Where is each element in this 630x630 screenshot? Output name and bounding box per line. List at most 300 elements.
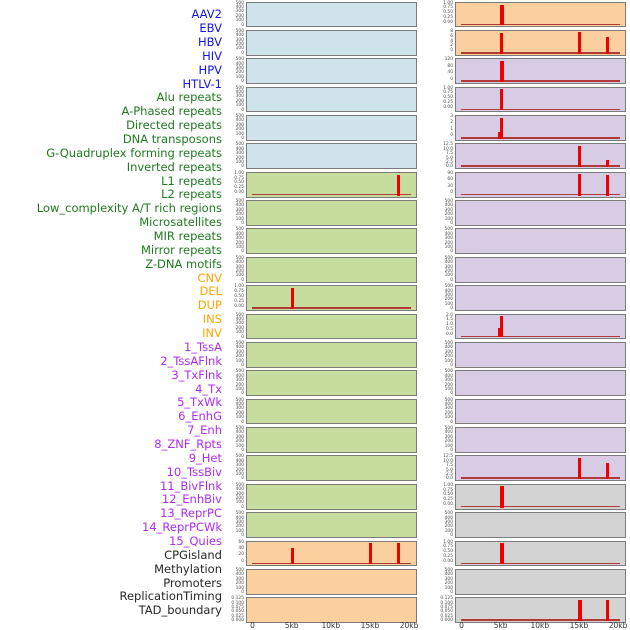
y-tick-label: 100 bbox=[235, 500, 244, 506]
y-tick-label: 500 bbox=[444, 397, 453, 403]
y-tick-label: 80 bbox=[447, 63, 453, 69]
track-panel-del bbox=[235, 567, 417, 595]
y-axis-ticks-14-reprpcwk bbox=[430, 426, 453, 454]
y-tick-label: 100 bbox=[444, 358, 453, 364]
y-tick-label: 40 bbox=[238, 545, 244, 551]
y-axis-ticks-del bbox=[221, 569, 244, 593]
y-tick-label: 0.000 bbox=[231, 618, 244, 624]
y-tick-label: 200 bbox=[444, 439, 453, 445]
y-tick-label: 400 bbox=[444, 515, 453, 521]
track-panel-2-tssaflnk bbox=[443, 85, 626, 113]
y-tick-label: 200 bbox=[235, 155, 244, 161]
y-tick-label: 500 bbox=[235, 397, 244, 403]
y-axis-ticks-inv bbox=[430, 30, 453, 54]
y-tick-label: 400 bbox=[444, 373, 453, 379]
y-tick-label: 1.00 bbox=[234, 284, 244, 290]
track-label-hbv: HBV bbox=[197, 35, 222, 50]
x-axis-label-right-20kb: 20kb bbox=[608, 620, 628, 630]
y-tick-label: 4 bbox=[450, 38, 453, 44]
y-axis-ticks-inverted-repeats bbox=[221, 314, 244, 338]
y-tick-label: 400 bbox=[444, 402, 453, 408]
track-panel-12-enhbiv bbox=[444, 369, 626, 397]
y-tick-label: 100 bbox=[235, 585, 244, 591]
y-tick-label: 500 bbox=[444, 567, 453, 573]
y-tick-label: 1.00 bbox=[443, 482, 453, 488]
track-label-cnv: CNV bbox=[197, 270, 222, 285]
y-tick-label: 3 bbox=[450, 113, 453, 119]
density-spike-5kb bbox=[291, 288, 294, 309]
y-tick-label: 7.5 bbox=[446, 463, 453, 469]
density-baseline bbox=[461, 80, 620, 82]
track-label-cpgisland: CPGisland bbox=[164, 547, 222, 562]
density-spike-15kb bbox=[578, 32, 581, 53]
y-tick-label: 400 bbox=[235, 33, 244, 39]
y-tick-label: 100 bbox=[444, 585, 453, 591]
track-panel-low-complexity-a-t-rich-regions bbox=[235, 397, 417, 425]
y-tick-label: 500 bbox=[235, 142, 244, 148]
y-tick-label: 100 bbox=[235, 159, 244, 165]
y-tick-label: 400 bbox=[235, 458, 244, 464]
y-axis-ticks-microsatellites bbox=[221, 426, 244, 454]
y-axis-ticks-aav2 bbox=[221, 2, 244, 26]
track-panel-ebv bbox=[235, 28, 417, 56]
y-tick-label: 1.00 bbox=[443, 85, 453, 91]
y-tick-label: 1.00 bbox=[234, 170, 244, 176]
y-tick-label: 100 bbox=[235, 443, 244, 449]
y-tick-label: 300 bbox=[235, 321, 244, 327]
y-tick-label: 200 bbox=[235, 410, 244, 416]
y-tick-label: 30 bbox=[447, 183, 453, 189]
y-tick-label: 0.00 bbox=[443, 558, 453, 564]
y-tick-label: 120 bbox=[444, 57, 453, 63]
y-tick-label: 500 bbox=[235, 0, 244, 6]
y-tick-label: 500 bbox=[235, 28, 244, 34]
track-label-low-complexity-a-t-rich-regions: Low_complexity A/T rich regions bbox=[36, 201, 222, 216]
y-tick-label: 100 bbox=[444, 528, 453, 534]
y-axis-ticks-6-enhg bbox=[430, 199, 453, 227]
y-tick-label: 400 bbox=[235, 203, 244, 209]
density-spike-5kb bbox=[500, 89, 503, 110]
y-tick-label: 300 bbox=[235, 94, 244, 100]
y-tick-label: 400 bbox=[235, 430, 244, 436]
x-axis-label-right-0: 0 bbox=[459, 620, 464, 630]
y-tick-label: 300 bbox=[235, 576, 244, 582]
y-axis-ticks-promoters bbox=[430, 541, 453, 565]
density-baseline bbox=[461, 52, 620, 54]
density-spike-5kb bbox=[500, 33, 503, 53]
y-tick-label: 0 bbox=[241, 504, 244, 510]
y-tick-label: 100 bbox=[235, 131, 244, 137]
y-tick-label: 0.75 bbox=[443, 544, 453, 550]
y-axis-ticks-1-tssa bbox=[430, 58, 453, 82]
track-label-l2-repeats: L2 repeats bbox=[161, 187, 222, 202]
y-tick-label: 0.075 bbox=[440, 605, 453, 611]
y-tick-label: 0.0 bbox=[446, 476, 453, 482]
y-tick-label: 200 bbox=[235, 98, 244, 104]
track-label-9-het: 9_Het bbox=[188, 450, 222, 465]
track-panel-a-phased-repeats bbox=[235, 199, 417, 227]
y-tick-label: 500 bbox=[235, 567, 244, 573]
y-tick-label: 500 bbox=[235, 85, 244, 91]
y-tick-label: 0.50 bbox=[234, 293, 244, 299]
track-label-11-bivflnk: 11_BivFlnk bbox=[159, 478, 222, 493]
y-tick-label: 0 bbox=[450, 448, 453, 454]
y-axis-ticks-hpv bbox=[221, 115, 244, 139]
y-tick-label: 0 bbox=[241, 558, 244, 564]
y-tick-label: 1.00 bbox=[443, 539, 453, 545]
y-tick-label: 2 bbox=[450, 43, 453, 49]
y-tick-label: 500 bbox=[235, 227, 244, 233]
track-label-2-tssaflnk: 2_TssAFlnk bbox=[160, 353, 222, 368]
y-axis-ticks-l1-repeats bbox=[221, 342, 244, 366]
y-tick-label: 500 bbox=[235, 454, 244, 460]
y-tick-label: 400 bbox=[444, 203, 453, 209]
track-label-dna-transposons: DNA transposons bbox=[122, 132, 222, 147]
y-tick-label: 0 bbox=[241, 391, 244, 397]
y-tick-label: 400 bbox=[235, 316, 244, 322]
track-panel-l1-repeats bbox=[235, 340, 417, 368]
y-tick-label: 500 bbox=[444, 511, 453, 517]
y-tick-label: 400 bbox=[235, 231, 244, 237]
track-label-6-enhg: 6_EnhG bbox=[178, 409, 222, 424]
y-tick-label: 200 bbox=[235, 325, 244, 331]
y-axis-ticks-7-enh bbox=[430, 227, 453, 255]
y-axis-ticks-5-txwk bbox=[430, 172, 453, 196]
density-spike-18.5kb bbox=[606, 463, 609, 480]
y-tick-label: 300 bbox=[235, 378, 244, 384]
y-tick-label: 200 bbox=[235, 524, 244, 530]
y-tick-label: 0.025 bbox=[440, 613, 453, 619]
track-panel-3-txflnk bbox=[450, 113, 626, 141]
x-axis-label-right-15kb: 15kb bbox=[569, 620, 589, 630]
y-tick-label: 400 bbox=[235, 61, 244, 67]
y-tick-label: 0 bbox=[241, 589, 244, 595]
y-tick-label: 100 bbox=[444, 301, 453, 307]
y-tick-label: 300 bbox=[444, 293, 453, 298]
x-axis-label-left-0: 0 bbox=[250, 620, 255, 630]
track-label-10-tssbiv: 10_TssBiv bbox=[166, 464, 222, 479]
plot-column-right bbox=[440, 0, 626, 630]
y-tick-label: 0.075 bbox=[231, 605, 244, 611]
y-tick-label: 300 bbox=[235, 434, 244, 440]
y-tick-label: 100 bbox=[235, 74, 244, 80]
y-tick-label: 60 bbox=[238, 539, 244, 545]
y-axis-ticks-15-quies bbox=[430, 454, 453, 482]
y-tick-label: 200 bbox=[235, 439, 244, 445]
y-tick-label: 400 bbox=[235, 515, 244, 521]
y-tick-label: 200 bbox=[444, 240, 453, 246]
density-spike-15kb bbox=[578, 458, 581, 479]
y-axis-ticks-g-quadruplex-forming-repeats bbox=[221, 285, 244, 309]
track-panel-ins bbox=[443, 0, 626, 28]
y-tick-label: 0 bbox=[241, 221, 244, 227]
y-tick-label: 300 bbox=[444, 264, 453, 270]
y-tick-label: 10.0 bbox=[443, 146, 453, 152]
y-tick-label: 0.00 bbox=[443, 19, 453, 25]
y-tick-label: 400 bbox=[235, 90, 244, 96]
density-spike-18.5kb bbox=[606, 37, 609, 54]
y-tick-label: 100 bbox=[444, 443, 453, 449]
y-axis-ticks-z-dna-motifs bbox=[221, 511, 244, 539]
y-tick-label: 0.025 bbox=[231, 613, 244, 619]
y-tick-label: 0 bbox=[450, 306, 453, 312]
y-axis-ticks-alu-repeats bbox=[221, 172, 244, 196]
track-label-replicationtiming: ReplicationTiming bbox=[119, 589, 222, 604]
track-label-5-txwk: 5_TxWk bbox=[177, 395, 222, 410]
density-baseline bbox=[461, 109, 620, 111]
y-tick-label: 0 bbox=[241, 136, 244, 141]
y-tick-label: 0.100 bbox=[231, 600, 244, 606]
y-tick-label: 0.25 bbox=[234, 185, 244, 191]
y-axis-ticks-ebv bbox=[221, 30, 244, 54]
y-tick-label: 0.75 bbox=[443, 5, 453, 11]
y-tick-label: 12.5 bbox=[443, 142, 453, 148]
y-tick-label: 300 bbox=[235, 66, 244, 72]
track-label-microsatellites: Microsatellites bbox=[139, 215, 222, 230]
track-panel-13-reprpc bbox=[444, 397, 626, 425]
y-tick-label: 0.50 bbox=[443, 10, 453, 16]
y-tick-label: 100 bbox=[235, 273, 244, 279]
y-tick-label: 0 bbox=[241, 277, 244, 283]
y-tick-label: 400 bbox=[235, 4, 244, 10]
density-spike-18.5kb bbox=[606, 175, 609, 196]
y-tick-label: 5.0 bbox=[446, 467, 453, 473]
y-axis-ticks-a-phased-repeats bbox=[221, 199, 244, 227]
y-tick-label: 0 bbox=[241, 334, 244, 340]
track-label-methylation: Methylation bbox=[154, 561, 222, 576]
track-label-del: DEL bbox=[199, 284, 222, 299]
y-tick-label: 0.00 bbox=[443, 104, 453, 110]
y-tick-label: 10.0 bbox=[443, 458, 453, 464]
y-tick-label: 200 bbox=[444, 354, 453, 360]
y-tick-label: 0.125 bbox=[231, 596, 244, 602]
y-tick-label: 1.5 bbox=[446, 317, 453, 323]
y-tick-label: 300 bbox=[235, 9, 244, 15]
y-tick-label: 200 bbox=[444, 581, 453, 587]
y-tick-label: 0 bbox=[450, 419, 453, 425]
track-panel-cpgisland bbox=[443, 482, 626, 510]
x-axis-label-left-10kb: 10kb bbox=[321, 620, 341, 630]
y-tick-label: 200 bbox=[235, 581, 244, 587]
y-axis-ticks-13-reprpc bbox=[430, 399, 453, 423]
y-tick-label: 300 bbox=[235, 264, 244, 270]
y-tick-label: 2.5 bbox=[446, 472, 453, 478]
y-tick-label: 200 bbox=[235, 127, 244, 133]
y-tick-label: 0 bbox=[241, 22, 244, 28]
track-label-tad-boundary: TAD_boundary bbox=[138, 603, 222, 618]
track-panel-l2-repeats bbox=[235, 369, 417, 397]
track-panel-cnv bbox=[238, 539, 417, 567]
track-panel-dna-transposons bbox=[235, 255, 417, 283]
y-tick-label: 500 bbox=[235, 340, 244, 346]
y-tick-label: 0 bbox=[450, 589, 453, 595]
density-baseline bbox=[461, 137, 620, 139]
y-tick-label: 400 bbox=[444, 572, 453, 578]
track-panel-directed-repeats bbox=[235, 227, 417, 255]
track-panel-mirror-repeats bbox=[235, 482, 417, 510]
y-tick-label: 300 bbox=[444, 349, 453, 355]
track-label-htlv-1: HTLV-1 bbox=[182, 76, 222, 91]
y-tick-label: 500 bbox=[444, 227, 453, 233]
y-tick-label: 0.5 bbox=[446, 327, 453, 333]
y-axis-ticks-ins bbox=[430, 2, 453, 26]
y-axis-ticks-cnv bbox=[221, 541, 244, 565]
track-panel-z-dna-motifs bbox=[235, 511, 417, 539]
y-tick-label: 0 bbox=[241, 107, 244, 113]
track-label-hiv: HIV bbox=[202, 48, 222, 63]
y-tick-label: 100 bbox=[235, 528, 244, 534]
y-tick-label: 200 bbox=[235, 269, 244, 275]
y-axis-ticks-10-tssbiv bbox=[430, 314, 453, 338]
y-axis-ticks-mirror-repeats bbox=[221, 484, 244, 508]
track-label-dup: DUP bbox=[197, 298, 222, 313]
y-tick-label: 400 bbox=[235, 345, 244, 351]
track-label-list bbox=[0, 8, 222, 618]
y-axis-ticks-12-enhbiv bbox=[430, 369, 453, 397]
track-label-ins: INS bbox=[202, 312, 222, 327]
y-tick-label: 300 bbox=[444, 519, 453, 525]
density-spike-5kb bbox=[500, 118, 503, 139]
track-label-a-phased-repeats: A-Phased repeats bbox=[121, 104, 222, 119]
track-label-aav2: AAV2 bbox=[191, 7, 222, 22]
track-panel-hbv bbox=[235, 57, 417, 85]
y-axis-ticks-9-het bbox=[430, 284, 453, 312]
track-panel-10-tssbiv bbox=[446, 312, 626, 340]
track-label-z-dna-motifs: Z-DNA motifs bbox=[145, 256, 222, 271]
track-panel-alu-repeats bbox=[234, 170, 417, 198]
y-axis-ticks-low-complexity-a-t-rich-regions bbox=[221, 399, 244, 423]
y-tick-label: 300 bbox=[235, 37, 244, 43]
y-axis-ticks-dup bbox=[221, 596, 244, 624]
track-label-promoters: Promoters bbox=[163, 575, 222, 590]
track-label-3-txflnk: 3_TxFlnk bbox=[171, 367, 222, 382]
track-panel-1-tssa bbox=[444, 57, 626, 84]
y-tick-label: 200 bbox=[235, 42, 244, 48]
track-label-g-quadruplex-forming-repeats: G-Quadruplex forming repeats bbox=[46, 145, 222, 160]
y-tick-label: 40 bbox=[447, 70, 453, 76]
y-axis-ticks-2-tssaflnk bbox=[430, 87, 453, 111]
y-tick-label: 400 bbox=[235, 118, 244, 124]
density-spike-5kb bbox=[291, 548, 294, 565]
y-tick-label: 0 bbox=[241, 533, 244, 539]
x-axis-label-left-15kb: 15kb bbox=[360, 620, 380, 630]
y-tick-label: 8 bbox=[450, 28, 453, 34]
track-panel-5-txwk bbox=[447, 170, 626, 198]
y-tick-label: 500 bbox=[235, 482, 244, 488]
y-tick-label: 300 bbox=[235, 122, 244, 128]
track-label-inverted-repeats: Inverted repeats bbox=[126, 159, 222, 174]
y-tick-label: 90 bbox=[447, 170, 453, 176]
y-axis-ticks-directed-repeats bbox=[221, 227, 244, 255]
y-tick-label: 400 bbox=[235, 487, 244, 493]
y-tick-label: 2.5 bbox=[446, 159, 453, 165]
y-tick-label: 300 bbox=[235, 463, 244, 469]
y-tick-label: 7.5 bbox=[446, 151, 453, 157]
y-tick-label: 200 bbox=[235, 467, 244, 473]
y-tick-label: 400 bbox=[444, 345, 453, 351]
y-tick-label: 400 bbox=[444, 260, 453, 266]
y-tick-label: 0 bbox=[241, 419, 244, 425]
y-axis-ticks-cpgisland bbox=[430, 484, 453, 508]
y-tick-label: 0.000 bbox=[440, 618, 453, 624]
y-axis-ticks-l2-repeats bbox=[221, 369, 244, 397]
plot-column-left bbox=[231, 0, 417, 630]
y-tick-label: 100 bbox=[235, 415, 244, 421]
track-label-hpv: HPV bbox=[198, 62, 222, 77]
y-tick-label: 0.75 bbox=[443, 487, 453, 493]
track-label-mirror-repeats: Mirror repeats bbox=[140, 242, 222, 257]
y-tick-label: 200 bbox=[235, 354, 244, 360]
track-label-1-tssa: 1_TssA bbox=[183, 339, 222, 354]
density-spike-18.5kb bbox=[606, 600, 609, 621]
y-tick-label: 300 bbox=[444, 576, 453, 582]
density-baseline bbox=[252, 307, 411, 309]
y-tick-label: 400 bbox=[235, 146, 244, 152]
y-tick-label: 400 bbox=[235, 373, 244, 379]
y-tick-label: 0 bbox=[450, 133, 453, 139]
y-tick-label: 1.0 bbox=[446, 322, 453, 328]
y-axis-ticks-methylation bbox=[430, 511, 453, 539]
y-tick-label: 200 bbox=[235, 382, 244, 388]
y-tick-label: 300 bbox=[235, 349, 244, 355]
x-axis-label-right-5kb: 5kb bbox=[493, 620, 508, 630]
y-tick-label: 0.125 bbox=[440, 596, 453, 602]
density-spike-5kb bbox=[500, 543, 504, 564]
track-label-inv: INV bbox=[202, 326, 222, 341]
track-panel-mir-repeats bbox=[235, 454, 417, 482]
y-tick-label: 200 bbox=[235, 212, 244, 218]
y-tick-label: 100 bbox=[235, 358, 244, 364]
y-axis-ticks-4-tx bbox=[430, 142, 453, 170]
y-tick-label: 500 bbox=[235, 57, 244, 63]
track-panel-g-quadruplex-forming-repeats bbox=[234, 284, 417, 311]
density-spike-5kb bbox=[500, 61, 504, 82]
track-panel-inv bbox=[450, 28, 626, 56]
y-axis-ticks-hbv bbox=[221, 57, 244, 85]
y-tick-label: 0.50 bbox=[443, 95, 453, 101]
y-tick-label: 500 bbox=[444, 255, 453, 261]
y-tick-label: 0 bbox=[241, 362, 244, 368]
y-axis-ticks-mir-repeats bbox=[221, 454, 244, 482]
y-tick-label: 0.0 bbox=[446, 164, 453, 170]
y-tick-label: 100 bbox=[444, 245, 453, 251]
density-spike-5kb bbox=[500, 486, 504, 507]
density-spike-15kb bbox=[578, 174, 581, 195]
y-tick-label: 100 bbox=[235, 330, 244, 336]
density-baseline bbox=[461, 336, 620, 338]
y-tick-label: 400 bbox=[235, 572, 244, 578]
track-panel-11-bivflnk bbox=[444, 340, 626, 368]
track-panel-4-tx bbox=[443, 142, 626, 170]
y-tick-label: 200 bbox=[444, 382, 453, 388]
y-tick-label: 300 bbox=[235, 491, 244, 497]
y-tick-label: 200 bbox=[444, 410, 453, 416]
track-label-mir-repeats: MIR repeats bbox=[153, 229, 222, 244]
track-label-13-reprpc: 13_ReprPC bbox=[160, 506, 222, 521]
track-panel-htlv-1 bbox=[235, 142, 417, 170]
y-tick-label: 0.25 bbox=[443, 554, 453, 560]
y-tick-label: 5.0 bbox=[446, 155, 453, 161]
y-tick-label: 100 bbox=[235, 18, 244, 24]
track-panel-replicationtiming bbox=[444, 567, 626, 595]
y-tick-label: 300 bbox=[444, 236, 453, 242]
y-tick-label: 1 bbox=[450, 126, 453, 132]
y-tick-label: 100 bbox=[235, 245, 244, 251]
y-tick-label: 0 bbox=[450, 221, 453, 227]
y-tick-label: 500 bbox=[444, 284, 453, 290]
density-spike-15kb bbox=[578, 146, 581, 167]
track-panel-aav2 bbox=[235, 0, 417, 28]
